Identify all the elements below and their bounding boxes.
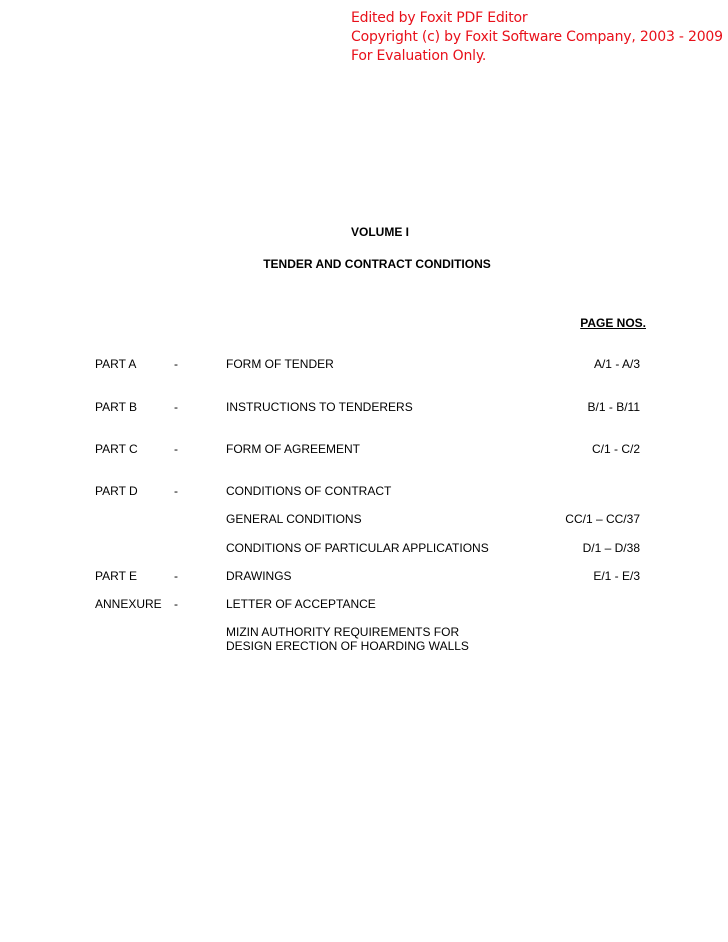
page-numbers-header: PAGE NOS. (580, 316, 646, 330)
section-title: FORM OF AGREEMENT (226, 442, 361, 456)
part-dash: - (174, 400, 178, 414)
part-dash: - (174, 597, 178, 611)
page-range: CC/1 – CC/37 (565, 512, 640, 526)
section-title: DESIGN ERECTION OF HOARDING WALLS (226, 639, 469, 653)
part-label: PART D (95, 484, 138, 498)
section-title: MIZIN AUTHORITY REQUIREMENTS FOR (226, 625, 460, 639)
contents-row (0, 597, 728, 613)
contents-row (0, 569, 728, 585)
part-label: PART E (95, 569, 138, 583)
contents-row (0, 442, 728, 458)
volume-title: VOLUME I (350, 225, 409, 239)
contents-row (0, 512, 728, 528)
page-range: A/1 - A/3 (593, 357, 640, 371)
contents-row (0, 357, 728, 373)
contents-row (0, 541, 728, 557)
section-title: GENERAL CONDITIONS (226, 512, 362, 526)
watermark-line: Copyright (c) by Foxit Software Company, 2003 - 2009 (351, 29, 723, 45)
volume-subtitle: TENDER AND CONTRACT CONDITIONS (263, 257, 491, 271)
page-range: B/1 - B/11 (587, 400, 640, 414)
page-range: C/1 - C/2 (591, 442, 640, 456)
part-label: PART B (95, 400, 138, 414)
evaluation-watermark (351, 9, 728, 66)
contents-row (0, 484, 728, 500)
section-title: CONDITIONS OF PARTICULAR APPLICATIONS (226, 541, 489, 555)
section-title: LETTER OF ACCEPTANCE (226, 597, 376, 611)
section-title: FORM OF TENDER (226, 357, 334, 371)
section-title: INSTRUCTIONS TO TENDERERS (226, 400, 413, 414)
part-dash: - (174, 357, 178, 371)
section-title: CONDITIONS OF CONTRACT (226, 484, 392, 498)
part-dash: - (174, 484, 178, 498)
contents-row (0, 400, 728, 416)
page-range: D/1 – D/38 (582, 541, 640, 555)
contents-row (0, 639, 728, 655)
part-label: ANNEXURE (95, 597, 162, 611)
part-dash: - (174, 442, 178, 456)
part-label: PART C (95, 442, 138, 456)
watermark-line: For Evaluation Only. (351, 48, 487, 64)
page-range: E/1 - E/3 (593, 569, 640, 583)
part-label: PART A (95, 357, 137, 371)
part-dash: - (174, 569, 178, 583)
watermark-line: Edited by Foxit PDF Editor (351, 10, 528, 26)
section-title: DRAWINGS (226, 569, 292, 583)
